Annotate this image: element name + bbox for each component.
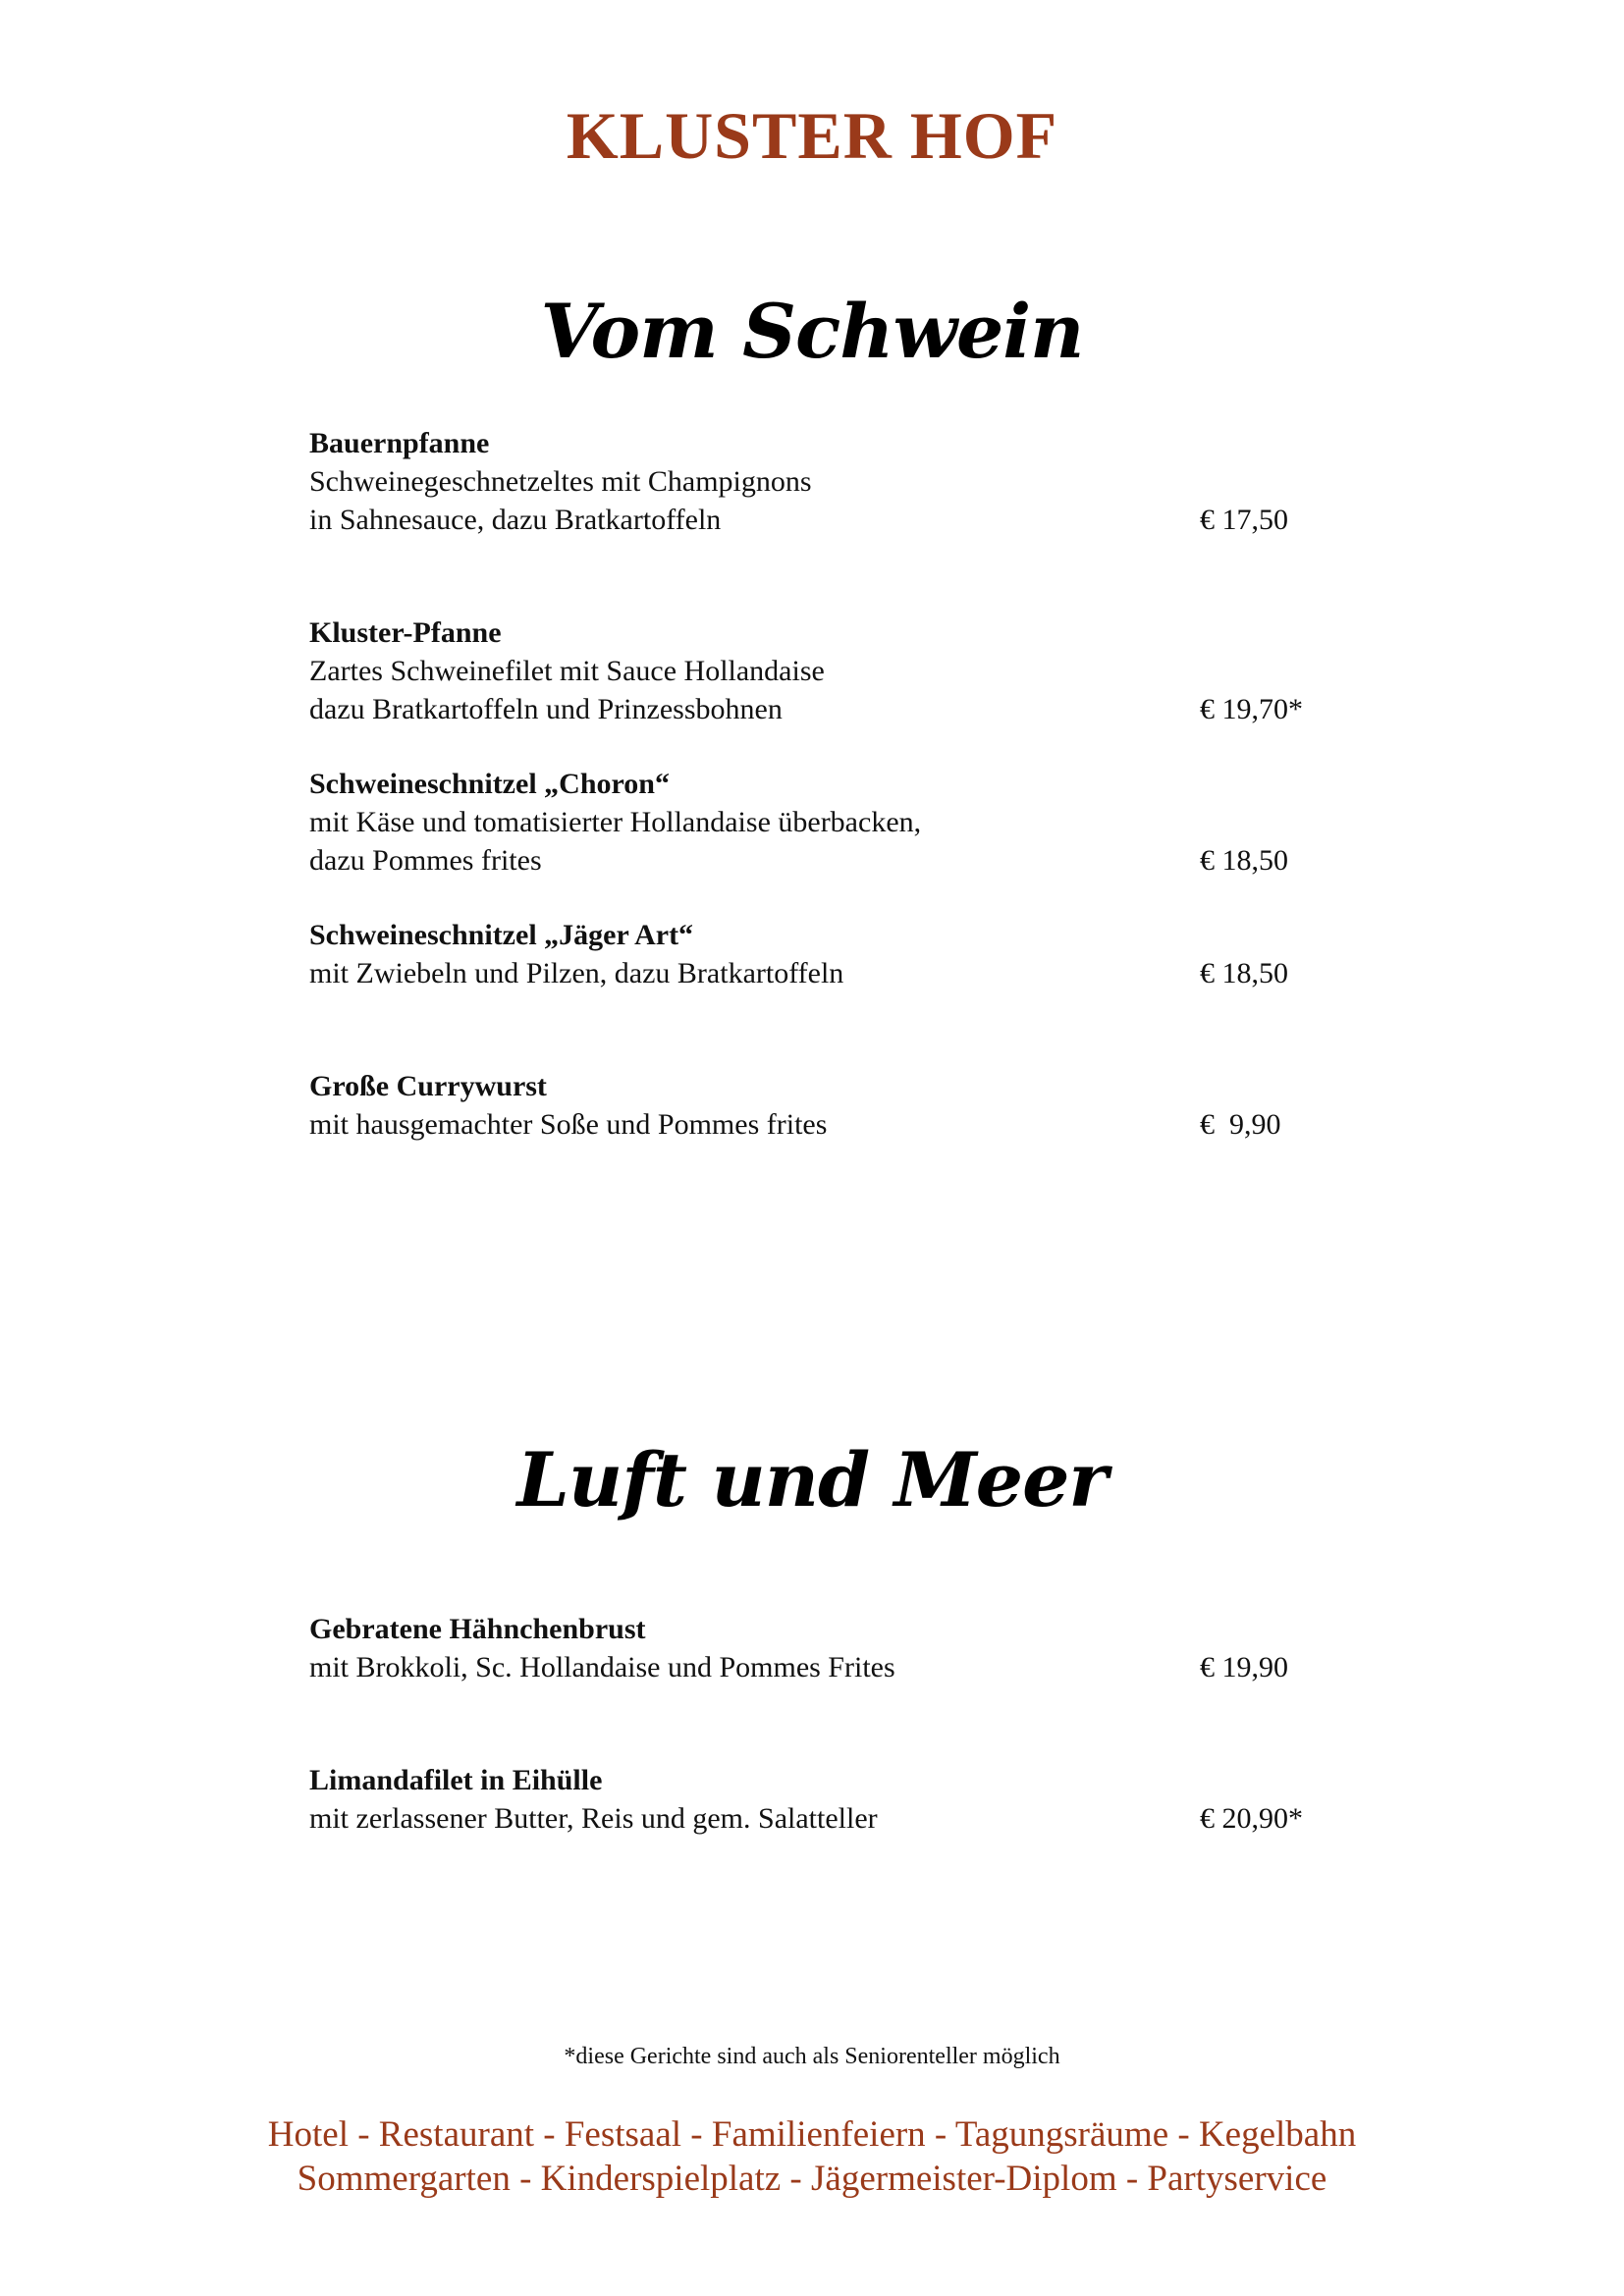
dish-description: dazu Pommes frites: [309, 844, 542, 877]
dish-price: € 19,90: [1200, 1651, 1288, 1683]
dish-description: in Sahnesauce, dazu Bratkartoffeln: [309, 504, 722, 536]
menu-item: [309, 424, 1330, 539]
dish-description: Zartes Schweinefilet mit Sauce Hollandaise: [309, 655, 825, 687]
dish-description: mit Zwiebeln und Pilzen, dazu Bratkartoffeln: [309, 957, 844, 989]
dish-name: Limandafilet in Eihülle: [309, 1764, 603, 1796]
menu-item: [309, 1067, 1330, 1144]
restaurant-title: KLUSTER HOF: [566, 98, 1058, 173]
section-heading-luft-und-meer: Luft und Meer: [516, 1436, 1108, 1523]
dish-name: Große Currywurst: [309, 1070, 547, 1102]
dish-price: € 9,90: [1200, 1108, 1281, 1141]
dish-description: dazu Bratkartoffeln und Prinzessbohnen: [309, 693, 783, 725]
dish-description: mit Käse und tomatisierter Hollandaise überbacken,: [309, 806, 922, 838]
dish-name: Gebratene Hähnchenbrust: [309, 1613, 646, 1645]
dish-name: Schweineschnitzel „Jäger Art“: [309, 919, 694, 951]
section-heading-vom-schwein: Vom Schwein: [540, 288, 1084, 375]
dish-price: € 17,50: [1200, 504, 1288, 536]
dish-price: € 19,70*: [1200, 693, 1303, 725]
menu-item: [309, 1610, 1330, 1686]
dish-name: Schweineschnitzel „Choron“: [309, 768, 670, 800]
dish-name: Kluster-Pfanne: [309, 616, 502, 649]
dish-name: Bauernpfanne: [309, 427, 490, 459]
senior-plate-footnote: *diese Gerichte sind auch als Seniorenteller möglich: [564, 2044, 1060, 2069]
menu-item: [309, 916, 1330, 992]
services-line-2: Sommergarten - Kinderspielplatz - Jägermeister-Diplom - Partyservice: [297, 2159, 1327, 2199]
dish-description: mit hausgemachter Soße und Pommes frites: [309, 1108, 828, 1141]
menu-item: [309, 1761, 1330, 1838]
dish-price: € 20,90*: [1200, 1802, 1303, 1835]
dish-description: Schweinegeschnetzeltes mit Champignons: [309, 465, 812, 498]
dish-price: € 18,50: [1200, 957, 1288, 989]
menu-item: [309, 614, 1330, 728]
menu-item: [309, 765, 1330, 880]
dish-description: mit Brokkoli, Sc. Hollandaise und Pommes Frites: [309, 1651, 895, 1683]
services-line-1: Hotel - Restaurant - Festsaal - Familienfeiern - Tagungsräume - Kegelbahn: [267, 2114, 1357, 2155]
dish-price: € 18,50: [1200, 844, 1288, 877]
dish-description: mit zerlassener Butter, Reis und gem. Salatteller: [309, 1802, 878, 1835]
